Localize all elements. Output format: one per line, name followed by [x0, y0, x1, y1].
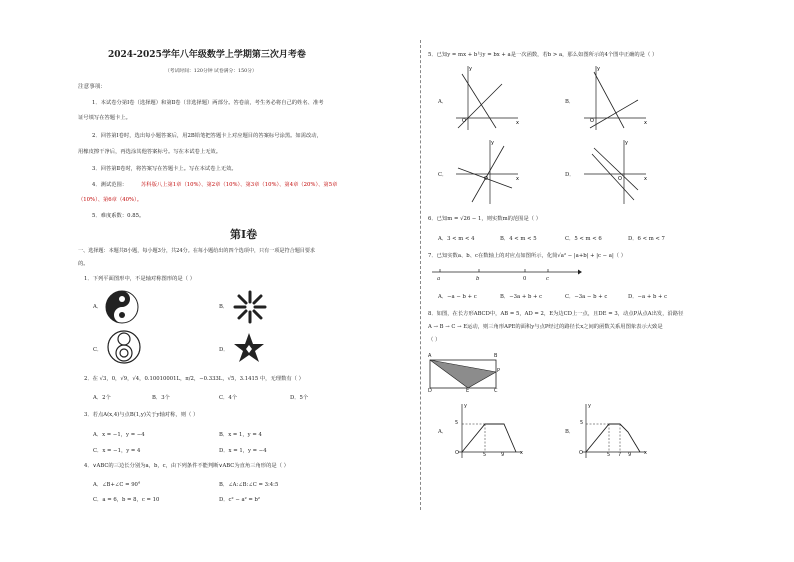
scope-line: 苏科版八上第1章（10%）、第2章（10%）、第3章（10%）、第4章（20%）、第5章: [141, 182, 338, 188]
column-divider: [420, 40, 421, 510]
question-8-stem: （ ）: [428, 337, 441, 343]
q2-option-b[interactable]: B．3个: [152, 395, 170, 401]
q5-option-b-label: B．: [565, 99, 575, 105]
exam-subtitle: （考试时间：120分钟 试卷满分：150分）: [165, 69, 257, 74]
q1-option-c-label: C．: [93, 347, 103, 353]
starburst-figure: [232, 289, 268, 325]
q6-option-d[interactable]: D．6 < m < 7: [628, 236, 665, 242]
question-8-stem: A → B → C → E运动，则三角形APE的面积y与点P经过的路径长x之间的函数关系用图象表示大致是: [428, 324, 663, 330]
notice-line: 证号填写在答题卡上。: [78, 115, 131, 121]
q4-option-b[interactable]: B．∠A:∠B:∠C = 3:4:5: [219, 482, 279, 488]
q1-option-a-label: A．: [93, 304, 103, 310]
q6-option-b[interactable]: B．4 < m < 5: [500, 236, 537, 242]
q2-option-c[interactable]: C．4个: [219, 395, 238, 401]
q4-option-c[interactable]: C．a = 6，b = 8，c = 10: [93, 497, 160, 503]
graph-a-y-label: y: [464, 403, 467, 409]
notice-line: 3．回答第Ⅱ卷时，将答案写在答题卡上。写在本试卷上无效。: [92, 166, 237, 172]
q3-option-b[interactable]: B．x = 1，y = 4: [219, 432, 262, 438]
q6-option-c[interactable]: C．5 < m < 6: [565, 236, 602, 242]
axis-label-0: 0: [523, 276, 527, 282]
question-8-stem: 8．如图，在长方形ABCD中，AB = 5，AD = 2，E为边CD上一点，且DE = 3，动点P从点A出发，沿路径: [428, 311, 684, 317]
fig-label-P: P: [497, 368, 501, 374]
question-1-stem: 1．下列平面图形中，不是轴对称图形的是（ ）: [84, 276, 195, 282]
q1-option-d-label: D．: [219, 347, 229, 353]
fig-label-B: B: [494, 353, 498, 359]
q8-graph-a: [452, 404, 524, 462]
q2-option-a[interactable]: A．2个: [93, 395, 111, 401]
question-2-stem: 2．在 √3，0，√9，√4，0.10010001L，π/2，−0.333L，√5，3.1415 中，无理数有（ ）: [84, 376, 304, 382]
graph-b-y-label: y: [588, 403, 591, 409]
q2-option-d[interactable]: D．5个: [290, 395, 309, 401]
graph-b-tick-5: 5: [580, 420, 584, 426]
q1-option-b-label: B．: [219, 304, 229, 310]
axis-label-c: c: [546, 276, 549, 282]
q4-option-d[interactable]: D．c² − a² = b²: [219, 497, 261, 503]
pentagram-figure: [232, 331, 266, 365]
q5-option-d-label: D．: [565, 172, 575, 178]
svg-text:O: O: [462, 118, 466, 124]
svg-text:y: y: [469, 66, 472, 72]
q8-option-b-label: B．: [565, 429, 575, 435]
question-7-stem: 7．已知实数a、b、c在数轴上的对应点如图所示，化简√a² − |a+b| + |c − a|（ ）: [428, 253, 627, 259]
q7-option-c[interactable]: C．−3a − b + c: [565, 294, 608, 300]
notice-line: 4．测试范围：: [92, 182, 128, 188]
axis-label-a: a: [437, 276, 441, 282]
q6-option-a[interactable]: A．3 < m < 4: [438, 236, 475, 242]
q7-option-a[interactable]: A．−a − b + c: [438, 294, 477, 300]
svg-text:x: x: [516, 176, 519, 182]
q7-number-line: [432, 266, 582, 286]
q8-option-a-label: A．: [438, 429, 448, 435]
q5-graph-a: [452, 64, 522, 132]
q3-option-d[interactable]: D．x = 1，y = −4: [219, 448, 267, 454]
exam-title: 2024-2025学年八年级数学上学期第三次月考卷: [108, 50, 306, 60]
q3-option-c[interactable]: C．x = −1，y = 4: [93, 448, 141, 454]
q5-graph-d: [580, 138, 650, 206]
notice-heading: 注意事项：: [78, 84, 106, 90]
q8-graph-b: [576, 404, 648, 462]
svg-text:y: y: [491, 140, 494, 146]
svg-text:O: O: [484, 176, 488, 182]
q5-graph-b: [580, 64, 650, 132]
q3-option-a[interactable]: A．x = −1，y = −4: [93, 432, 145, 438]
svg-text:x: x: [644, 176, 647, 182]
graph-b-tick-x5: 5: [607, 452, 611, 458]
fig-label-A: A: [428, 353, 432, 359]
notice-line: 用橡皮擦干净后，再选涂其他答案标号。写在本试卷上无效。: [78, 149, 222, 155]
swirl-figure: [104, 289, 140, 325]
notice-line: 1．本试卷分第Ⅰ卷（选择题）和第Ⅱ卷（非选择题）两部分。答卷前，考生务必将自己的姓名、准考: [92, 100, 324, 106]
graph-b-x-label: x: [644, 450, 647, 456]
svg-text:y: y: [625, 140, 628, 146]
scope-line: （10%）、第6章（40%）。: [78, 197, 142, 203]
section-heading: 第Ⅰ卷: [230, 228, 258, 241]
graph-a-origin: O: [455, 450, 459, 456]
question-3-stem: 3．若点A(x,4)与点B(1,y)关于y轴对称，则（ ）: [84, 412, 199, 418]
fig-label-E: E: [466, 388, 470, 394]
section-intro: 一、选择题：本题共8小题，每小题3分，共24分。在每小题给出的四个选项中，只有一项是符合题目要求: [78, 248, 316, 254]
question-5-stem: 5．已知y = mx + b与y = bx + a是一次函数，若b > a，那么如图所示的4个图中正确的是（ ）: [428, 52, 658, 58]
question-4-stem: 4．∨ABC的三边长分别为a，b，c，由下列条件不能判断∨ABC为直角三角形的是（ ）: [84, 463, 289, 469]
q5-graph-c: [452, 138, 522, 206]
fig-label-C: C: [494, 388, 498, 394]
svg-text:O: O: [618, 176, 622, 182]
q7-option-d[interactable]: D．−a + b + c: [628, 294, 668, 300]
graph-a-x-label: x: [520, 450, 523, 456]
svg-text:x: x: [644, 120, 647, 126]
svg-text:O: O: [590, 118, 594, 124]
graph-a-tick-x5: 5: [483, 452, 487, 458]
question-6-stem: 6．已知m = √26 − 1，则实数m的范围是（ ）: [428, 216, 542, 222]
axis-label-b: b: [476, 276, 480, 282]
q7-option-b[interactable]: B．−3a + b + c: [500, 294, 543, 300]
graph-b-tick-x7: 7: [618, 452, 622, 458]
notice-line: 2．回答第Ⅰ卷时，选出每小题答案后，用2B铅笔把答题卡上对应题目的答案标号涂黑。如需改动，: [92, 133, 322, 139]
graph-a-tick-5: 5: [455, 420, 459, 426]
svg-text:y: y: [597, 66, 600, 72]
graph-b-tick-x9: 9: [628, 452, 632, 458]
fig-label-D: D: [428, 388, 432, 394]
section-intro: 的。: [78, 261, 89, 267]
notice-line: 5．难度系数：0.85。: [92, 213, 145, 219]
q4-option-a[interactable]: A．∠B+∠C = 90°: [93, 482, 141, 488]
q5-option-a-label: A．: [438, 99, 448, 105]
svg-text:x: x: [516, 120, 519, 126]
graph-b-origin: O: [579, 450, 583, 456]
q5-option-c-label: C．: [438, 172, 448, 178]
graph-a-tick-x9: 9: [501, 452, 505, 458]
circles-figure: [107, 329, 141, 365]
